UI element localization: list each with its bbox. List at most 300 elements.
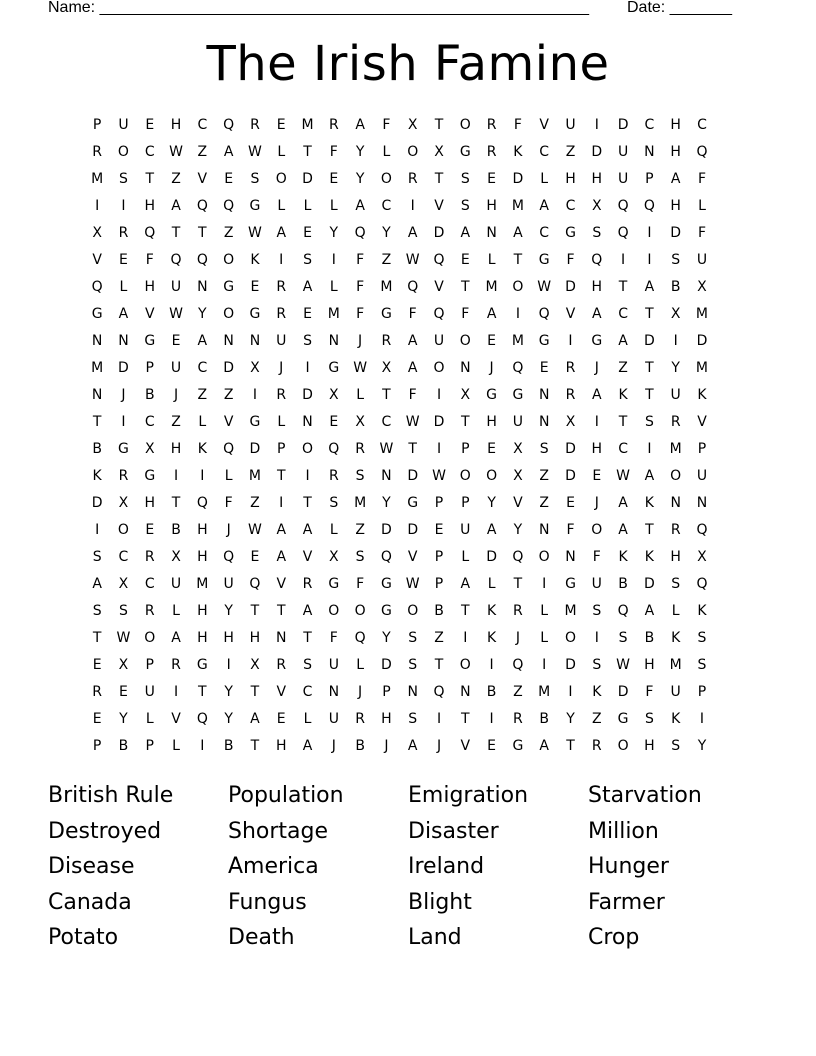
- grid-letter: V: [697, 414, 707, 430]
- grid-letter: V: [407, 549, 418, 565]
- grid-letter: H: [197, 603, 208, 619]
- grid-letter: K: [618, 387, 628, 403]
- grid-letter: T: [461, 279, 470, 295]
- grid-letter: Z: [591, 711, 602, 727]
- grid-letter: O: [433, 360, 445, 376]
- grid-letter: W: [248, 522, 262, 538]
- page-title: The Irish Famine: [206, 36, 610, 92]
- grid-letter: A: [460, 576, 471, 592]
- grid-letter: R: [565, 360, 576, 376]
- grid-letter: I: [331, 252, 336, 268]
- word-bank-item: Potato: [48, 925, 119, 950]
- grid-letter: Q: [696, 522, 708, 538]
- grid-letter: U: [118, 117, 129, 133]
- grid-letter: L: [461, 549, 470, 565]
- grid-letter: W: [353, 360, 368, 376]
- grid-letter: R: [276, 657, 287, 673]
- grid-letter: P: [277, 441, 286, 457]
- grid-letter: X: [513, 441, 523, 457]
- grid-letter: K: [487, 603, 497, 619]
- grid-letter: T: [513, 252, 523, 268]
- grid-letter: G: [512, 387, 524, 403]
- grid-letter: Q: [538, 306, 550, 322]
- grid-letter: R: [355, 441, 365, 457]
- word-bank-item: Destroyed: [48, 818, 162, 844]
- grid-letter: O: [380, 171, 392, 187]
- grid-letter: T: [250, 738, 260, 754]
- grid-letter: Y: [355, 171, 365, 187]
- grid-letter: N: [644, 144, 655, 160]
- grid-letter: U: [617, 144, 629, 160]
- grid-letter: C: [618, 441, 628, 457]
- grid-letter: U: [670, 684, 681, 700]
- grid-letter: L: [329, 279, 338, 295]
- grid-letter: K: [250, 252, 260, 268]
- grid-letter: A: [460, 225, 471, 241]
- grid-letter: J: [279, 360, 284, 376]
- grid-letter: N: [538, 522, 550, 538]
- grid-letter: R: [276, 279, 287, 295]
- grid-letter: Y: [566, 711, 575, 727]
- grid-letter: X: [355, 414, 365, 430]
- grid-row: [84, 274, 736, 301]
- grid-letter: Y: [355, 144, 365, 160]
- grid-letter: B: [618, 576, 628, 592]
- grid-letter: O: [354, 603, 366, 619]
- grid-letter: D: [565, 657, 576, 673]
- grid-letter: B: [644, 630, 655, 646]
- grid-row: [84, 382, 736, 409]
- grid-letter: N: [460, 360, 471, 376]
- grid-letter: X: [329, 549, 339, 565]
- grid-letter: Q: [696, 576, 708, 592]
- grid-letter: F: [356, 279, 365, 295]
- grid-letter: X: [329, 387, 339, 403]
- grid-letter: R: [92, 684, 103, 700]
- grid-letter: N: [538, 414, 550, 430]
- grid-letter: Y: [697, 738, 707, 754]
- grid-letter: F: [566, 252, 575, 268]
- grid-letter: F: [697, 171, 706, 187]
- grid-letter: D: [696, 333, 708, 349]
- grid-letter: X: [407, 117, 418, 133]
- grid-letter: N: [565, 549, 576, 565]
- grid-letter: H: [381, 711, 392, 727]
- grid-letter: T: [408, 441, 417, 457]
- word-bank-item: Million: [588, 818, 659, 844]
- grid-letter: X: [460, 387, 471, 403]
- grid-letter: E: [92, 711, 102, 727]
- grid-letter: S: [644, 711, 654, 727]
- grid-letter: A: [250, 711, 260, 727]
- grid-letter: I: [515, 306, 520, 322]
- grid-letter: U: [617, 171, 629, 187]
- grid-letter: W: [405, 576, 420, 592]
- grid-letter: T: [250, 684, 260, 700]
- grid-letter: L: [487, 576, 496, 592]
- grid-letter: T: [171, 495, 181, 511]
- grid-letter: I: [200, 468, 205, 484]
- grid-letter: I: [305, 360, 310, 376]
- grid-row: [84, 544, 736, 571]
- grid-letter: Y: [119, 711, 128, 727]
- grid-letter: V: [276, 576, 287, 592]
- grid-letter: R: [381, 333, 392, 349]
- grid-letter: A: [302, 603, 313, 619]
- grid-letter: Y: [329, 225, 339, 241]
- grid-letter: W: [169, 144, 183, 160]
- grid-letter: E: [145, 522, 155, 538]
- grid-letter: R: [565, 387, 576, 403]
- word-bank-item: Blight: [408, 889, 472, 915]
- grid-letter: A: [355, 198, 365, 214]
- grid-letter: S: [539, 441, 549, 457]
- grid-letter: M: [354, 495, 367, 511]
- grid-letter: L: [382, 144, 391, 160]
- grid-letter: H: [197, 630, 208, 646]
- grid-letter: P: [434, 549, 444, 565]
- grid-letter: A: [644, 468, 655, 484]
- grid-letter: R: [118, 468, 129, 484]
- grid-letter: S: [592, 657, 602, 673]
- grid-letter: L: [277, 198, 286, 214]
- grid-letter: J: [226, 522, 231, 538]
- grid-letter: T: [461, 603, 470, 619]
- grid-letter: Q: [196, 198, 208, 214]
- grid-letter: N: [696, 495, 708, 511]
- grid-letter: B: [670, 279, 681, 295]
- grid-letter: F: [697, 225, 706, 241]
- grid-letter: D: [91, 495, 103, 511]
- grid-letter: I: [647, 252, 652, 268]
- grid-letter: N: [538, 387, 550, 403]
- grid-letter: T: [645, 360, 654, 376]
- grid-letter: W: [248, 144, 262, 160]
- grid-letter: P: [434, 495, 444, 511]
- grid-letter: R: [250, 117, 260, 133]
- grid-letter: V: [565, 306, 576, 322]
- grid-row: [84, 436, 736, 463]
- grid-letter: L: [356, 387, 365, 403]
- grid-letter: T: [198, 684, 207, 700]
- grid-letter: T: [250, 603, 260, 619]
- grid-letter: O: [459, 117, 471, 133]
- grid-row: [84, 652, 736, 679]
- grid-letter: S: [92, 549, 102, 565]
- grid-letter: E: [566, 495, 575, 511]
- grid-letter: G: [223, 279, 235, 295]
- grid-letter: T: [276, 603, 286, 619]
- grid-letter: O: [407, 603, 419, 619]
- grid-letter: M: [695, 360, 709, 376]
- grid-letter: T: [618, 414, 628, 430]
- grid-letter: D: [223, 360, 235, 376]
- grid-letter: G: [380, 306, 392, 322]
- grid-letter: G: [91, 306, 103, 322]
- grid-letter: A: [644, 279, 655, 295]
- grid-letter: V: [144, 306, 155, 322]
- grid-letter: C: [697, 117, 707, 133]
- grid-letter: O: [223, 252, 235, 268]
- grid-letter: R: [276, 306, 287, 322]
- grid-row: [84, 490, 736, 517]
- word-bank-item: Hunger: [588, 854, 669, 879]
- word-bank-item: Land: [408, 925, 462, 950]
- grid-letter: H: [486, 414, 497, 430]
- grid-letter: A: [407, 738, 418, 754]
- grid-letter: X: [697, 279, 707, 295]
- grid-letter: I: [121, 198, 126, 214]
- grid-letter: K: [671, 630, 681, 646]
- word-bank-item: Canada: [48, 889, 132, 915]
- grid-letter: H: [670, 144, 681, 160]
- grid-letter: O: [302, 441, 314, 457]
- grid-letter: I: [200, 738, 205, 754]
- grid-letter: Q: [223, 117, 235, 133]
- grid-letter: C: [539, 225, 550, 241]
- grid-letter: A: [618, 522, 628, 538]
- grid-letter: L: [540, 603, 549, 619]
- grid-letter: U: [591, 576, 602, 592]
- grid-letter: T: [276, 468, 286, 484]
- grid-letter: E: [224, 171, 234, 187]
- grid-letter: D: [433, 414, 445, 430]
- grid-letter: V: [434, 198, 444, 214]
- grid-letter: R: [118, 225, 129, 241]
- grid-letter: K: [513, 144, 523, 160]
- grid-letter: C: [197, 117, 208, 133]
- word-bank-item: Farmer: [588, 889, 665, 915]
- grid-letter: Z: [197, 387, 208, 403]
- grid-letter: U: [696, 468, 708, 484]
- grid-letter: P: [145, 738, 154, 754]
- grid-letter: I: [489, 657, 494, 673]
- grid-letter: J: [594, 360, 599, 376]
- grid-letter: U: [170, 360, 182, 376]
- grid-letter: M: [669, 657, 682, 673]
- grid-letter: T: [461, 711, 470, 727]
- grid-letter: M: [248, 468, 261, 484]
- grid-letter: R: [407, 171, 418, 187]
- grid-letter: K: [697, 603, 707, 619]
- grid-letter: I: [252, 387, 257, 403]
- grid-letter: H: [644, 657, 655, 673]
- grid-letter: X: [697, 549, 707, 565]
- grid-letter: Z: [513, 684, 523, 700]
- grid-letter: N: [249, 333, 261, 349]
- grid-letter: E: [487, 738, 497, 754]
- grid-letter: M: [91, 171, 104, 187]
- grid-letter: Q: [433, 306, 445, 322]
- grid-letter: G: [407, 495, 419, 511]
- grid-letter: L: [540, 171, 549, 187]
- grid-letter: F: [382, 117, 391, 133]
- grid-letter: L: [172, 603, 180, 619]
- word-bank-item: Emigration: [408, 783, 529, 808]
- grid-letter: Q: [196, 711, 208, 727]
- grid-letter: I: [621, 252, 626, 268]
- grid-letter: S: [460, 171, 470, 187]
- grid-letter: I: [542, 657, 547, 673]
- grid-letter: S: [329, 495, 339, 511]
- grid-letter: A: [407, 333, 418, 349]
- grid-letter: Y: [198, 306, 207, 322]
- grid-letter: W: [405, 414, 420, 430]
- grid-row: [84, 193, 736, 220]
- grid-letter: A: [92, 576, 102, 592]
- grid-letter: U: [433, 333, 445, 349]
- grid-letter: F: [408, 306, 417, 322]
- grid-letter: N: [670, 495, 681, 511]
- grid-letter: A: [355, 117, 365, 133]
- grid-letter: F: [329, 144, 338, 160]
- grid-letter: M: [564, 603, 577, 619]
- grid-letter: M: [511, 333, 524, 349]
- grid-row: [84, 706, 736, 733]
- grid-letter: G: [196, 657, 208, 673]
- grid-letter: E: [487, 441, 497, 457]
- grid-letter: I: [226, 657, 231, 673]
- grid-letter: S: [592, 225, 602, 241]
- grid-letter: Q: [91, 279, 103, 295]
- word-bank-item: Fungus: [228, 889, 307, 915]
- grid-letter: Q: [696, 144, 708, 160]
- grid-letter: O: [486, 468, 498, 484]
- word-bank-item: Disaster: [408, 818, 499, 844]
- grid-letter: Z: [539, 468, 549, 484]
- grid-letter: N: [223, 333, 234, 349]
- grid-letter: C: [381, 414, 392, 430]
- grid-letter: V: [460, 738, 471, 754]
- grid-letter: H: [670, 117, 681, 133]
- grid-letter: Q: [617, 603, 629, 619]
- word-bank-item: Shortage: [228, 818, 329, 844]
- grid-row: [84, 571, 736, 598]
- grid-letter: L: [277, 414, 286, 430]
- grid-letter: O: [117, 522, 129, 538]
- grid-letter: H: [170, 441, 182, 457]
- grid-letter: A: [118, 306, 129, 322]
- grid-letter: F: [329, 630, 338, 646]
- grid-letter: J: [121, 387, 126, 403]
- grid-letter: X: [118, 657, 129, 673]
- grid-letter: Q: [591, 252, 603, 268]
- grid-letter: R: [276, 387, 287, 403]
- grid-letter: J: [594, 495, 599, 511]
- grid-letter: M: [380, 279, 393, 295]
- grid-letter: E: [487, 333, 497, 349]
- grid-letter: S: [618, 630, 628, 646]
- grid-letter: M: [196, 576, 209, 592]
- grid-letter: X: [591, 198, 602, 214]
- grid-letter: X: [144, 441, 155, 457]
- grid-letter: B: [486, 684, 497, 700]
- grid-letter: K: [487, 630, 497, 646]
- grid-letter: T: [434, 657, 444, 673]
- grid-letter: P: [461, 441, 470, 457]
- grid-letter: A: [302, 279, 313, 295]
- grid-letter: H: [144, 198, 155, 214]
- grid-letter: X: [250, 657, 260, 673]
- grid-letter: H: [591, 171, 603, 187]
- grid-letter: V: [539, 117, 549, 133]
- grid-letter: S: [303, 333, 312, 349]
- grid-letter: M: [538, 684, 551, 700]
- grid-letter: I: [647, 441, 652, 457]
- grid-row: [84, 355, 736, 382]
- grid-letter: M: [301, 117, 314, 133]
- grid-letter: I: [673, 333, 678, 349]
- grid-letter: B: [171, 522, 181, 538]
- grid-letter: C: [381, 198, 392, 214]
- grid-letter: Q: [380, 549, 392, 565]
- grid-letter: S: [460, 198, 470, 214]
- grid-letter: T: [645, 522, 654, 538]
- grid-letter: A: [592, 306, 602, 322]
- grid-letter: Z: [250, 495, 260, 511]
- grid-letter: Z: [381, 252, 392, 268]
- grid-letter: U: [276, 333, 287, 349]
- grid-letter: T: [434, 117, 444, 133]
- grid-letter: E: [329, 171, 339, 187]
- grid-letter: C: [618, 306, 628, 322]
- grid-letter: D: [617, 117, 629, 133]
- grid-letter: V: [223, 414, 234, 430]
- grid-letter: S: [644, 414, 654, 430]
- grid-letter: I: [436, 711, 442, 727]
- grid-letter: R: [513, 711, 523, 727]
- grid-letter: X: [118, 576, 129, 592]
- grid-letter: L: [172, 738, 180, 754]
- grid-letter: G: [118, 441, 129, 457]
- grid-letter: C: [197, 360, 208, 376]
- grid-letter: Z: [171, 414, 181, 430]
- grid-letter: N: [91, 333, 103, 349]
- grid-letter: G: [328, 360, 340, 376]
- grid-letter: T: [513, 576, 523, 592]
- grid-letter: E: [92, 657, 102, 673]
- grid-letter: W: [169, 306, 183, 322]
- grid-row: [84, 409, 736, 436]
- grid-letter: O: [538, 549, 550, 565]
- grid-letter: T: [92, 630, 102, 646]
- grid-letter: E: [303, 225, 312, 241]
- grid-letter: D: [118, 360, 129, 376]
- grid-letter: D: [381, 522, 392, 538]
- grid-letter: X: [118, 495, 129, 511]
- grid-letter: C: [565, 198, 576, 214]
- grid-letter: Q: [249, 576, 261, 592]
- grid-letter: G: [144, 333, 156, 349]
- grid-letter: Y: [224, 603, 233, 619]
- grid-letter: E: [171, 333, 181, 349]
- grid-letter: J: [436, 738, 442, 754]
- grid-letter: U: [223, 576, 234, 592]
- grid-letter: Y: [382, 225, 391, 241]
- grid-letter: I: [489, 711, 494, 727]
- word-bank-item: Starvation: [588, 783, 702, 808]
- grid-letter: T: [566, 738, 575, 754]
- grid-letter: D: [565, 441, 576, 457]
- grid-letter: Q: [433, 684, 445, 700]
- grid-letter: S: [671, 576, 681, 592]
- word-bank-item: America: [228, 854, 319, 879]
- grid-letter: V: [197, 171, 208, 187]
- grid-letter: A: [592, 387, 602, 403]
- grid-letter: R: [144, 549, 155, 565]
- grid-letter: G: [565, 225, 576, 241]
- grid-letter: I: [568, 333, 573, 349]
